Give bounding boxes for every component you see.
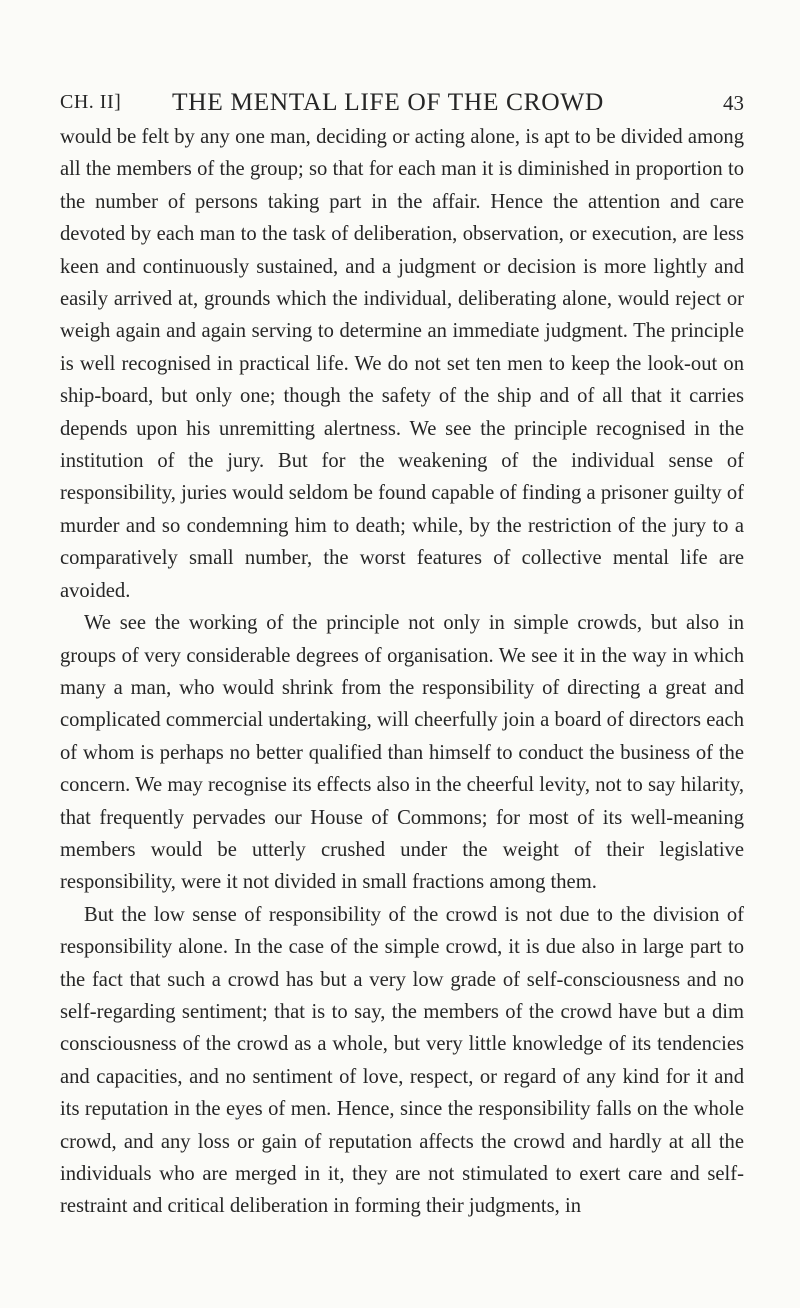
chapter-label: CH. II] bbox=[60, 91, 122, 113]
running-title: THE MENTAL LIFE OF THE CROWD bbox=[172, 87, 604, 116]
paragraph-continued: would be felt by any one man, deciding or acting alone, is apt to be divided among all the members of the group; so that for each man it is diminished in proportion to the number of persons taking part in the affair. Hence the attention and care devoted by each man to the task of deliberation, observation, or execution, are less keen and continuously sustained, and a judgment or decision is more lightly and easily arrived at, grounds which the individual, deliberating alone, would reject or weigh again and again serving to determine an immediate judgment. The principle is well recognised in practical life. We do not set ten men to keep the look-out on ship-board, but only one; though the safety of the ship and of all that it carries depends upon his unremitting alertness. We see the principle recognised in the institution of the jury. But for the weakening of the individual sense of responsibility, juries would seldom be found capable of finding a prisoner guilty of murder and so condemning him to death; while, by the restriction of the jury to a comparatively small number, the worst features of collective mental life are avoided. bbox=[60, 126, 744, 602]
body-text bbox=[60, 121, 744, 1223]
page-number: 43 bbox=[723, 91, 744, 115]
paragraph: We see the working of the principle not only in simple crowds, but also in groups of very considerable degrees of organisation. We see it in the way in which many a man, who would shrink from the responsibility of directing a great and complicated commercial undertaking, will cheerfully join a board of directors each of whom is perhaps no better qualified than himself to conduct the business of the concern. We may recognise its effects also in the cheerful levity, not to say hilarity, that frequently pervades our House of Commons; for most of its well-meaning members would be utterly crushed under the weight of their legislative responsibility, were it not divided in small fractions among them. bbox=[60, 612, 744, 894]
paragraph: But the low sense of responsibility of the crowd is not due to the division of responsibility alone. In the case of the simple crowd, it is due also in large part to the fact that such a crowd has but a very low grade of self-consciousness and no self-regarding sentiment; that is to say, the members of the crowd have but a dim consciousness of the crowd as a whole, but very little knowledge of its tendencies and capacities, and no sentiment of love, respect, or regard of any kind for it and its reputation in the eyes of men. Hence, since the responsibility falls on the whole crowd, and any loss or gain of reputation affects the crowd and hardly at all the individuals who are merged in it, they are not stimulated to exert care and self-restraint and critical deliberation in forming their judgments, in bbox=[60, 903, 744, 1218]
